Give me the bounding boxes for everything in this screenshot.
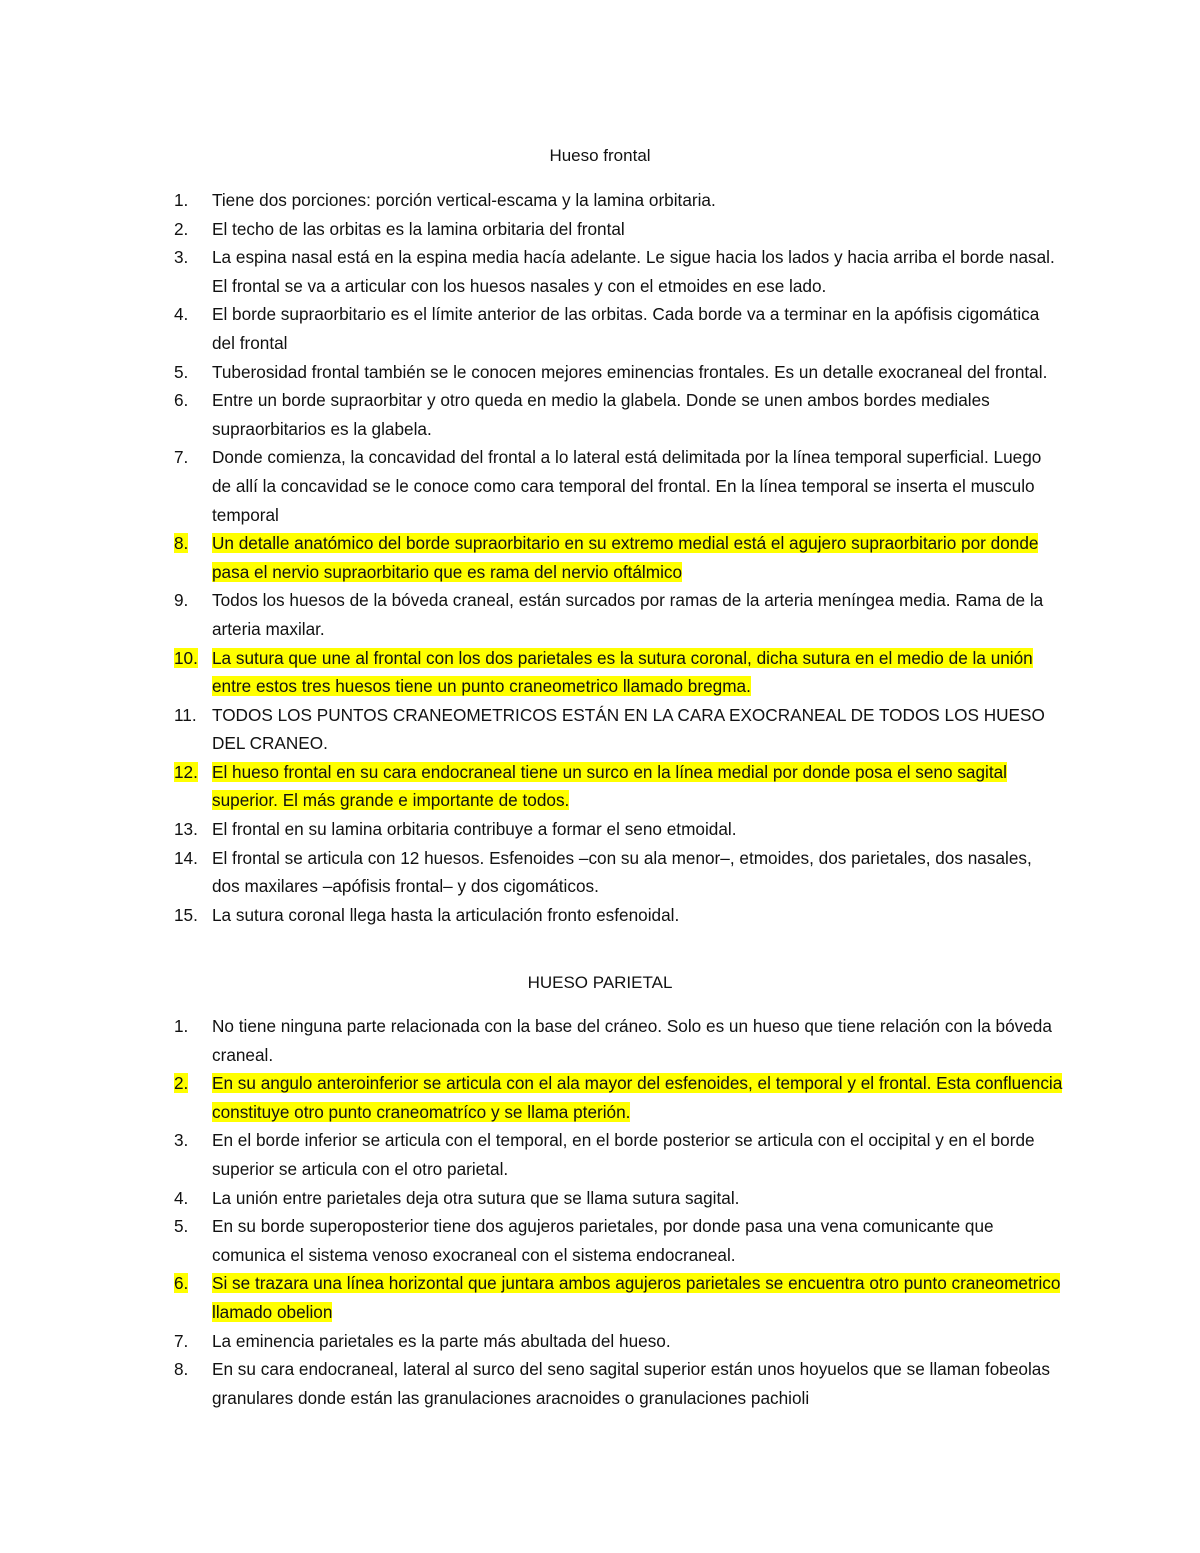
list-item: [174, 844, 1064, 901]
list-item-text: El frontal en su lamina orbitaria contribuye a formar el seno etmoidal.: [212, 819, 737, 840]
list-item-text: Un detalle anatómico del borde supraorbitario en su extremo medial está el agujero supraorbitario por donde pasa el nervio supraorbitario que es rama del nervio oftálmico: [212, 533, 1039, 582]
list-item-number: 15.: [174, 904, 198, 925]
list-item: [174, 358, 1064, 387]
list-item: [174, 815, 1064, 844]
list-item-number: 6.: [174, 390, 189, 411]
list-item-number: 2.: [174, 218, 189, 239]
list-item-number: 4.: [174, 1187, 189, 1208]
list-item-text: En su borde superoposterior tiene dos agujeros parietales, por donde pasa una vena comunicante que comunica el sistema venoso exocraneal con el sistema endocraneal.: [212, 1216, 994, 1265]
frontal-list: [174, 186, 1064, 929]
list-item-number: 7.: [174, 1330, 189, 1351]
list-item-number: 1.: [174, 190, 189, 210]
list-item-number: 13.: [174, 819, 198, 840]
list-item-number: 5.: [174, 1216, 189, 1237]
list-item-text: La sutura coronal llega hasta la articulación fronto esfenoidal.: [212, 904, 680, 925]
list-item: [174, 1184, 1064, 1213]
list-item-number: 8.: [174, 533, 189, 554]
list-item: [174, 386, 1064, 443]
list-item-text: Todos los huesos de la bóveda craneal, están surcados por ramas de la arteria meníngea media. Rama de la arteria maxilar.: [212, 590, 1044, 639]
list-item: [174, 1327, 1064, 1356]
parietal-list: [174, 1012, 1064, 1412]
list-item-text: El borde supraorbitario es el límite anterior de las orbitas. Cada borde va a terminar en la apófisis cigomática del frontal: [212, 304, 1040, 353]
list-item-number: 6.: [174, 1273, 189, 1294]
list-item-text: En su cara endocraneal, lateral al surco del seno sagital superior están unos hoyuelos que se llaman fobeolas granulares donde están las granulaciones aracnoides o granulaciones pachioli: [212, 1359, 1050, 1408]
list-item-text: Donde comienza, la concavidad del frontal a lo lateral está delimitada por la línea temporal superficial. Luego de allí la concavidad se le conoce como cara temporal del frontal. En la línea temporal se inserta el musculo temporal: [212, 447, 1042, 525]
list-item: [174, 701, 1064, 758]
list-item: [174, 1126, 1064, 1183]
list-item: [174, 243, 1064, 300]
list-item-number: 11.: [174, 704, 197, 725]
list-item-text: El hueso frontal en su cara endocraneal tiene un surco en la línea medial por donde posa el seno sagital superior. El más grande e importante de todos.: [212, 761, 1007, 811]
list-item: [174, 215, 1064, 244]
list-item: [174, 644, 1064, 701]
list-item-number: 12.: [174, 761, 198, 782]
list-item-number: 4.: [174, 304, 189, 325]
list-item: [174, 300, 1064, 357]
list-item: [174, 1355, 1064, 1412]
list-item-number: 7.: [174, 447, 189, 468]
list-item-text: TODOS LOS PUNTOS CRANEOMETRICOS ESTÁN EN LA CARA EXOCRANEAL DE TODOS LOS HUESO DEL CRANEO.: [212, 704, 1045, 754]
list-item: [174, 1012, 1064, 1069]
list-item: [174, 1069, 1064, 1126]
list-item: [174, 443, 1064, 529]
list-item-text: La unión entre parietales deja otra sutura que se llama sutura sagital.: [212, 1187, 740, 1208]
list-item-text: La eminencia parietales es la parte más abultada del hueso.: [212, 1330, 671, 1351]
list-item: [174, 901, 1064, 930]
list-item: [174, 1269, 1064, 1326]
list-item: [174, 186, 1064, 215]
list-item-text: Tuberosidad frontal también se le conocen mejores eminencias frontales. Es un detalle exocraneal del frontal.: [212, 361, 1048, 382]
list-item-text: En el borde inferior se articula con el temporal, en el borde posterior se articula con el occipital y en el borde superior se articula con el otro parietal.: [212, 1130, 1035, 1179]
list-item-text: En su angulo anteroinferior se articula con el ala mayor del esfenoides, el temporal y el frontal. Esta confluencia constituye otro punto craneomatríco y se llama pterión.: [212, 1073, 1063, 1122]
list-item: [174, 529, 1064, 586]
section-title-frontal: Hueso frontal: [549, 146, 651, 165]
list-item-text: La sutura que une al frontal con los dos parietales es la sutura coronal, dicha sutura en el medio de la unión entre estos tres huesos tiene un punto craneometrico llamado bregma.: [212, 647, 1033, 697]
list-item-number: 14.: [174, 847, 198, 868]
list-item-text: Tiene dos porciones: porción vertical-escama y la lamina orbitaria.: [212, 190, 716, 210]
list-item-number: 3.: [174, 1130, 189, 1151]
list-item-text: La espina nasal está en la espina media hacía adelante. Le sigue hacia los lados y hacia arriba el borde nasal. El frontal se va a articular con los huesos nasales y con el etmoides en ese lado.: [212, 247, 1055, 296]
section-title-parietal: HUESO PARIETAL: [527, 973, 673, 992]
list-item-number: 5.: [174, 361, 189, 382]
list-item: [174, 1212, 1064, 1269]
list-item-text: Si se trazara una línea horizontal que juntara ambos agujeros parietales se encuentra otro punto craneometrico llamado obelion: [212, 1273, 1061, 1322]
list-item-text: Entre un borde supraorbitar y otro queda en medio la glabela. Donde se unen ambos bordes mediales supraorbitarios es la glabela.: [212, 390, 990, 439]
list-item-number: 2.: [174, 1073, 189, 1094]
list-item-text: El frontal se articula con 12 huesos. Esfenoides –con su ala menor–, etmoides, dos parietales, dos nasales, dos maxilares –apófisis frontal– y dos cigomáticos.: [212, 847, 1032, 897]
list-item: [174, 586, 1064, 643]
list-item-number: 9.: [174, 590, 189, 611]
list-item-number: 3.: [174, 247, 189, 268]
list-item-number: 1.: [174, 1016, 189, 1036]
list-item-text: El techo de las orbitas es la lamina orbitaria del frontal: [212, 218, 625, 239]
list-item-number: 10.: [174, 647, 198, 668]
list-item: [174, 758, 1064, 815]
list-item-number: 8.: [174, 1359, 189, 1380]
list-item-text: No tiene ninguna parte relacionada con la base del cráneo. Solo es un hueso que tiene relación con la bóveda craneal.: [212, 1016, 1052, 1065]
